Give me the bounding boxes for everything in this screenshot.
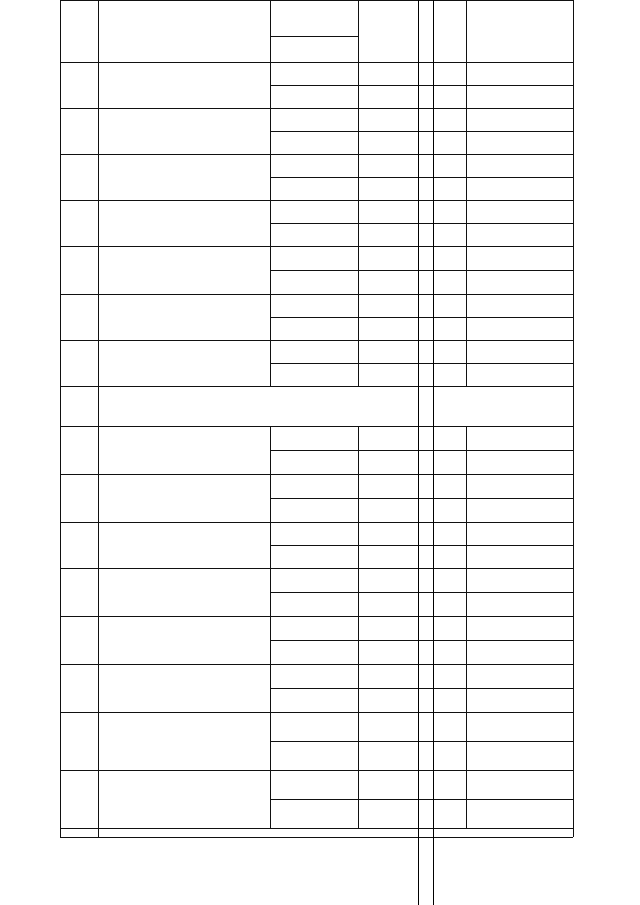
amount-cell bbox=[466, 317, 573, 340]
table-border bbox=[358, 340, 359, 386]
period-cell bbox=[270, 177, 358, 200]
table-border bbox=[270, 154, 271, 200]
table-border bbox=[466, 340, 467, 386]
amount-cell bbox=[466, 799, 573, 828]
table-border bbox=[573, 616, 574, 664]
table-border bbox=[60, 340, 61, 386]
rate-cell bbox=[358, 616, 466, 640]
table-border bbox=[270, 340, 271, 386]
rate-cell bbox=[358, 450, 466, 474]
table-border bbox=[98, 154, 99, 200]
group-description bbox=[98, 616, 270, 664]
table-border bbox=[60, 828, 61, 837]
table-border bbox=[270, 85, 573, 86]
table-border bbox=[98, 828, 99, 837]
table-border bbox=[270, 545, 573, 546]
group-description bbox=[98, 294, 270, 340]
table-border bbox=[573, 246, 574, 294]
amount-cell bbox=[466, 36, 573, 62]
group-number bbox=[60, 154, 98, 200]
table-border bbox=[270, 592, 573, 593]
table-border bbox=[60, 62, 61, 108]
table-border bbox=[573, 386, 574, 426]
period-cell bbox=[270, 545, 358, 568]
rate-cell bbox=[358, 200, 466, 223]
table-border bbox=[466, 426, 467, 474]
period-cell bbox=[270, 108, 358, 131]
table-border bbox=[573, 62, 574, 108]
table-border bbox=[358, 712, 359, 770]
rate-cell bbox=[358, 177, 466, 200]
rate-cell bbox=[358, 688, 466, 712]
amount-cell bbox=[466, 270, 573, 294]
period-cell bbox=[270, 616, 358, 640]
table-border bbox=[270, 712, 271, 770]
table-border bbox=[270, 108, 271, 154]
table-border bbox=[270, 0, 271, 62]
table-border bbox=[466, 294, 467, 340]
period-cell bbox=[270, 664, 358, 688]
table-border bbox=[358, 62, 359, 108]
table-border bbox=[270, 741, 573, 742]
section-number bbox=[60, 386, 98, 426]
group-number bbox=[60, 616, 98, 664]
table-border bbox=[270, 616, 271, 664]
group-number bbox=[60, 200, 98, 246]
amount-cell bbox=[466, 131, 573, 154]
table-border bbox=[270, 799, 573, 800]
scan-artifact-line bbox=[418, 0, 419, 905]
table-border bbox=[573, 474, 574, 522]
table-border bbox=[466, 568, 467, 616]
rate-cell bbox=[358, 498, 466, 522]
amount-cell bbox=[466, 223, 573, 246]
period-cell bbox=[270, 246, 358, 270]
group-number bbox=[60, 426, 98, 474]
table-border bbox=[98, 712, 99, 770]
table-border bbox=[98, 340, 99, 386]
table-border bbox=[270, 450, 573, 451]
table-border bbox=[358, 0, 359, 62]
table-border bbox=[270, 498, 573, 499]
table-border bbox=[60, 770, 61, 828]
table-border bbox=[270, 770, 271, 828]
table-border bbox=[98, 426, 99, 474]
rate-cell bbox=[358, 640, 466, 664]
rate-cell bbox=[358, 770, 466, 799]
table-border bbox=[60, 108, 61, 154]
period-cell bbox=[270, 363, 358, 386]
table-border bbox=[358, 154, 359, 200]
amount-cell bbox=[466, 108, 573, 131]
table-border bbox=[60, 616, 61, 664]
table-border bbox=[270, 688, 573, 689]
period-cell bbox=[270, 200, 358, 223]
group-number bbox=[60, 62, 98, 108]
group-description bbox=[98, 154, 270, 200]
table-border bbox=[573, 340, 574, 386]
rate-cell bbox=[358, 568, 466, 592]
table-border bbox=[573, 108, 574, 154]
table-border bbox=[270, 426, 271, 474]
table-border bbox=[466, 474, 467, 522]
period-cell bbox=[270, 799, 358, 828]
section-heading bbox=[98, 386, 573, 426]
table-border bbox=[270, 294, 271, 340]
rate-cell bbox=[358, 85, 466, 108]
group-description bbox=[98, 522, 270, 568]
table-border bbox=[270, 131, 573, 132]
rate-cell bbox=[358, 741, 466, 770]
amount-cell bbox=[466, 62, 573, 85]
period-cell bbox=[270, 294, 358, 317]
amount-cell bbox=[466, 474, 573, 498]
amount-cell bbox=[466, 340, 573, 363]
rate-cell bbox=[358, 223, 466, 246]
section-heading bbox=[98, 828, 573, 837]
table-border bbox=[270, 522, 271, 568]
table-border bbox=[60, 386, 61, 426]
table-border bbox=[60, 474, 61, 522]
table-border bbox=[270, 246, 271, 294]
table-border bbox=[573, 828, 574, 837]
rate-cell bbox=[358, 62, 466, 85]
table-border bbox=[466, 0, 467, 62]
period-cell bbox=[270, 712, 358, 741]
period-cell bbox=[270, 340, 358, 363]
table-border bbox=[98, 522, 99, 568]
table-border bbox=[98, 664, 99, 712]
amount-cell bbox=[466, 246, 573, 270]
group-description bbox=[98, 474, 270, 522]
table-border bbox=[98, 568, 99, 616]
group-number bbox=[60, 108, 98, 154]
table-border bbox=[358, 294, 359, 340]
table-border bbox=[358, 522, 359, 568]
table-border bbox=[60, 294, 61, 340]
amount-cell bbox=[466, 200, 573, 223]
group-description bbox=[98, 246, 270, 294]
period-cell bbox=[270, 223, 358, 246]
table-border bbox=[466, 664, 467, 712]
amount-cell bbox=[466, 363, 573, 386]
amount-cell bbox=[466, 741, 573, 770]
rate-cell bbox=[358, 246, 466, 270]
table-border bbox=[573, 426, 574, 474]
group-number bbox=[60, 712, 98, 770]
table-border bbox=[60, 568, 61, 616]
amount-cell bbox=[466, 568, 573, 592]
table-border bbox=[358, 108, 359, 154]
table-border bbox=[466, 154, 467, 200]
table-border bbox=[98, 294, 99, 340]
table-border bbox=[270, 568, 271, 616]
group-description bbox=[98, 200, 270, 246]
amount-cell bbox=[466, 426, 573, 450]
table-border bbox=[60, 664, 61, 712]
period-cell bbox=[270, 592, 358, 616]
group-number bbox=[60, 770, 98, 828]
period-cell bbox=[270, 0, 358, 36]
period-cell bbox=[270, 36, 358, 62]
table-border bbox=[60, 522, 61, 568]
amount-cell bbox=[466, 450, 573, 474]
table-border bbox=[270, 317, 573, 318]
period-cell bbox=[270, 62, 358, 85]
table-border bbox=[270, 36, 358, 37]
table-border bbox=[466, 62, 467, 108]
rate-cell bbox=[358, 522, 466, 545]
amount-cell bbox=[466, 688, 573, 712]
table-border bbox=[358, 200, 359, 246]
table-border bbox=[573, 522, 574, 568]
amount-cell bbox=[466, 294, 573, 317]
period-cell bbox=[270, 688, 358, 712]
table-border bbox=[98, 108, 99, 154]
table-border bbox=[573, 294, 574, 340]
table-border bbox=[60, 154, 61, 200]
rate-cell bbox=[358, 545, 466, 568]
table-border bbox=[270, 363, 573, 364]
table-border bbox=[270, 474, 271, 522]
period-cell bbox=[270, 270, 358, 294]
table-border bbox=[466, 522, 467, 568]
table-border bbox=[60, 426, 61, 474]
rate-cell bbox=[358, 131, 466, 154]
rate-cell bbox=[358, 108, 466, 131]
table-border bbox=[270, 640, 573, 641]
period-cell bbox=[270, 640, 358, 664]
group-number bbox=[60, 246, 98, 294]
group-number bbox=[60, 568, 98, 616]
amount-cell bbox=[466, 592, 573, 616]
group-description bbox=[98, 108, 270, 154]
group-description bbox=[98, 712, 270, 770]
rate-cell bbox=[358, 664, 466, 688]
table-border bbox=[358, 770, 359, 828]
table-border bbox=[573, 712, 574, 770]
group-number bbox=[60, 522, 98, 568]
table-border bbox=[358, 664, 359, 712]
amount-cell bbox=[466, 498, 573, 522]
amount-cell bbox=[466, 712, 573, 741]
table-border bbox=[573, 154, 574, 200]
table-border bbox=[60, 0, 573, 1]
period-cell bbox=[270, 770, 358, 799]
rate-cell bbox=[358, 154, 466, 177]
table-border bbox=[98, 474, 99, 522]
amount-cell bbox=[466, 85, 573, 108]
table-border bbox=[60, 200, 61, 246]
table-border bbox=[60, 712, 61, 770]
table-border bbox=[98, 62, 99, 108]
amount-cell bbox=[466, 640, 573, 664]
amount-cell bbox=[466, 616, 573, 640]
rate-cell bbox=[358, 592, 466, 616]
table-border bbox=[270, 270, 573, 271]
table-border bbox=[98, 200, 99, 246]
rate-cell bbox=[358, 270, 466, 294]
amount-cell bbox=[466, 154, 573, 177]
table-border bbox=[358, 246, 359, 294]
period-cell bbox=[270, 131, 358, 154]
table-border bbox=[358, 474, 359, 522]
table-border bbox=[573, 200, 574, 246]
table-border bbox=[270, 200, 271, 246]
period-cell bbox=[270, 474, 358, 498]
period-cell bbox=[270, 154, 358, 177]
group-description bbox=[98, 340, 270, 386]
scan-artifact-line bbox=[433, 0, 434, 905]
table-border bbox=[98, 616, 99, 664]
table-border bbox=[573, 568, 574, 616]
amount-cell bbox=[466, 522, 573, 545]
table-border bbox=[358, 426, 359, 474]
rate-cell bbox=[358, 317, 466, 340]
table-border bbox=[60, 0, 61, 62]
table-border bbox=[60, 246, 61, 294]
table-border bbox=[573, 770, 574, 828]
rate-cell bbox=[358, 36, 466, 62]
period-cell bbox=[270, 426, 358, 450]
group-description bbox=[98, 770, 270, 828]
rate-cell bbox=[358, 474, 466, 498]
table-border bbox=[466, 200, 467, 246]
group-description bbox=[98, 426, 270, 474]
table-border bbox=[98, 0, 99, 62]
amount-cell bbox=[466, 545, 573, 568]
group-description bbox=[98, 0, 270, 36]
table-border bbox=[270, 177, 573, 178]
table-border bbox=[466, 616, 467, 664]
table-border bbox=[466, 712, 467, 770]
amount-cell bbox=[466, 770, 573, 799]
table-border bbox=[466, 770, 467, 828]
table-border bbox=[358, 616, 359, 664]
table-border bbox=[60, 837, 573, 838]
rate-cell bbox=[358, 799, 466, 828]
table-border bbox=[270, 664, 271, 712]
table-border bbox=[358, 568, 359, 616]
table-border bbox=[270, 223, 573, 224]
rate-cell bbox=[358, 363, 466, 386]
table-border bbox=[98, 246, 99, 294]
rate-cell bbox=[358, 294, 466, 317]
period-cell bbox=[270, 568, 358, 592]
group-description bbox=[98, 664, 270, 712]
period-cell bbox=[270, 522, 358, 545]
rate-cell bbox=[358, 712, 466, 741]
section-number bbox=[60, 828, 98, 837]
table-border bbox=[573, 0, 574, 62]
rate-cell bbox=[358, 340, 466, 363]
table-border bbox=[573, 664, 574, 712]
period-cell bbox=[270, 498, 358, 522]
period-cell bbox=[270, 85, 358, 108]
group-number bbox=[60, 294, 98, 340]
period-cell bbox=[270, 450, 358, 474]
amount-cell bbox=[466, 664, 573, 688]
group-number bbox=[60, 340, 98, 386]
table-border bbox=[466, 246, 467, 294]
period-cell bbox=[270, 317, 358, 340]
table-border bbox=[270, 62, 271, 108]
table-border bbox=[466, 108, 467, 154]
table-border bbox=[98, 386, 99, 426]
group-number bbox=[60, 474, 98, 522]
table-border bbox=[98, 770, 99, 828]
group-number bbox=[60, 664, 98, 712]
group-description bbox=[98, 62, 270, 108]
rate-cell bbox=[358, 426, 466, 450]
amount-cell bbox=[466, 177, 573, 200]
period-cell bbox=[270, 741, 358, 770]
group-description bbox=[98, 568, 270, 616]
